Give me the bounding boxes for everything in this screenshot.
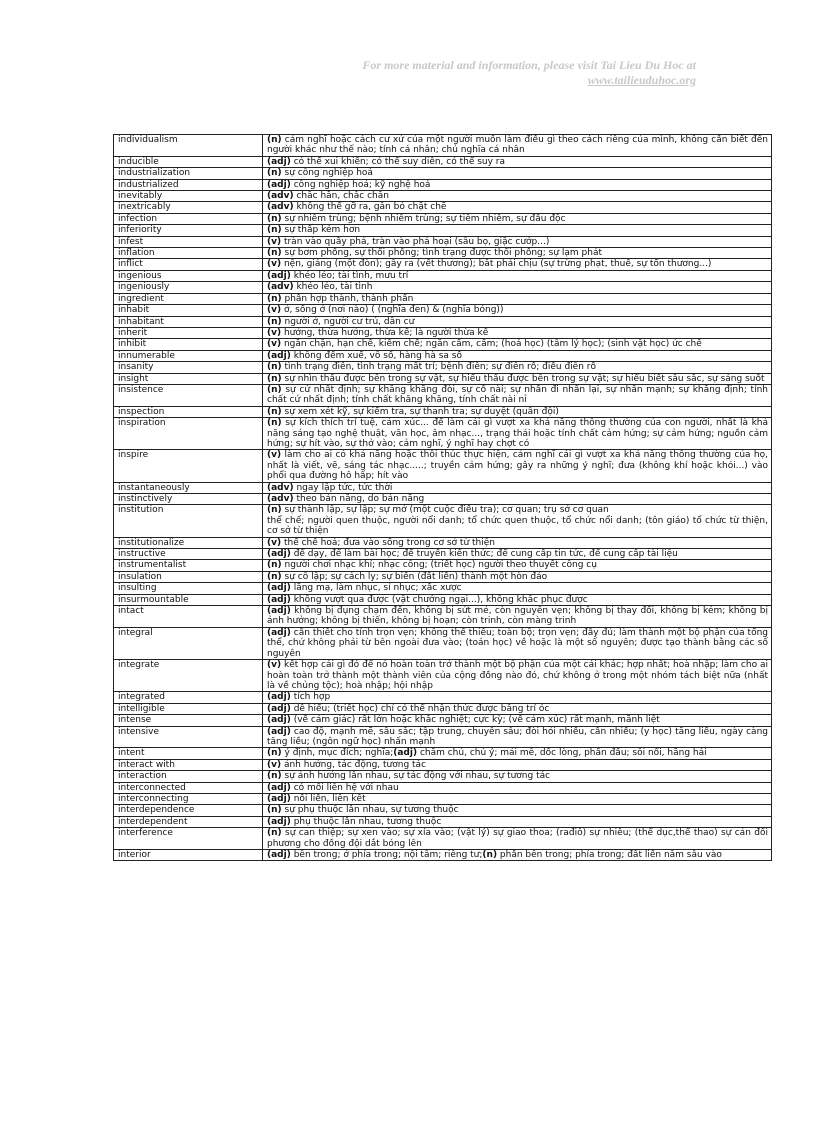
table-row <box>114 850 772 861</box>
vocab-definition <box>263 327 772 338</box>
vocab-word: individualism <box>114 135 263 157</box>
definition-text: tích hợp <box>290 692 331 703</box>
part-of-speech: (n) <box>267 828 282 839</box>
definition-text: sự công nghiệp hoá <box>281 168 373 179</box>
table-row <box>114 805 772 816</box>
vocab-definition <box>263 362 772 373</box>
vocab-definition <box>263 759 772 770</box>
table-row <box>114 339 772 350</box>
part-of-speech: (n) <box>267 168 282 179</box>
definition-text: có mối liên hệ với nhau <box>290 782 399 793</box>
table-row <box>114 236 772 247</box>
vocab-definition <box>263 259 772 270</box>
part-of-speech: (v) <box>267 537 282 548</box>
part-of-speech: (n) <box>267 316 282 327</box>
part-of-speech: (n) <box>267 406 282 417</box>
definition-text: chăm chú, chú ý; mải mê, dốc lòng, phấn đấu; sôi nổi, hăng hái <box>417 748 707 759</box>
table-row <box>114 537 772 548</box>
vocab-word: ingeniously <box>114 282 263 293</box>
vocab-definition <box>263 373 772 384</box>
table-row <box>114 450 772 482</box>
vocab-word: inferiority <box>114 225 263 236</box>
definition-text: ý định, mục đích; nghĩa; <box>281 748 394 759</box>
vocab-definition <box>263 571 772 582</box>
vocab-word: insistence <box>114 384 263 406</box>
table-row <box>114 168 772 179</box>
part-of-speech: (adj) <box>267 627 291 638</box>
vocab-definition <box>263 384 772 406</box>
table-row <box>114 816 772 827</box>
definition-text: ảnh hưởng, tác động, tương tác <box>281 759 427 770</box>
table-row <box>114 350 772 361</box>
table-row <box>114 179 772 190</box>
table-row <box>114 248 772 259</box>
vocab-definition <box>263 282 772 293</box>
part-of-speech: (v) <box>267 660 282 671</box>
vocab-word: industrialization <box>114 168 263 179</box>
definition-text: bên trong; ở phía trong; nội tâm; riêng tư; <box>290 850 483 860</box>
vocab-word: insanity <box>114 362 263 373</box>
table-row <box>114 660 772 692</box>
part-of-speech: (adj) <box>267 156 291 167</box>
table-row <box>114 759 772 770</box>
table-row <box>114 156 772 167</box>
vocab-word: inspiration <box>114 418 263 450</box>
vocab-word: interference <box>114 828 263 850</box>
definition-text: tình trạng điên, tình trạng mất trí; bệnh điên; sự điên rồ; điều điên rồ <box>281 362 596 373</box>
table-row <box>114 384 772 406</box>
vocab-definition <box>263 450 772 482</box>
part-of-speech: (adj) <box>267 350 291 361</box>
vocab-word: insulation <box>114 571 263 582</box>
header-notice: For more material and information, please visit Tai Lieu Du Hoc at <box>362 58 696 72</box>
page-header <box>362 58 696 88</box>
definition-text: cảm nghĩ hoặc cách cư xử của một người muốn làm điều gì theo cách riêng của mình, không cần biết đến người khác như thế nào; tính cá nhân; chủ nghĩa cá nhân <box>267 135 768 156</box>
definition-text: không bị đụng chạm đến, không bị sứt mẻ, còn nguyên vẹn; không bị thay đổi, không bị kém; không bị ảnh hưởng; không bị thiến, không bị hoạn; còn trinh, còn màng trinh <box>267 606 768 627</box>
table-row <box>114 771 772 782</box>
definition-text: sự nhiễm trùng; bệnh nhiễm trùng; sự tiêm nhiễm, sự đầu độc <box>281 213 566 224</box>
vocab-definition <box>263 156 772 167</box>
vocab-word: interconnected <box>114 782 263 793</box>
vocab-word: innumerable <box>114 350 263 361</box>
definition-text: sự thấp kém hơn <box>281 225 361 236</box>
definition-text: sự cứ nhất định; sự khăng khăng đòi, sự cố nài; sự nhấn đi nhấn lại, sự nhấn mạnh; sự khẳng định; tính chất cứ nhất định; tính chất khăng khăng, tính chất nài nỉ <box>267 384 768 406</box>
part-of-speech: (n) <box>267 418 282 429</box>
part-of-speech: (n) <box>267 771 282 782</box>
vocab-definition <box>263 537 772 548</box>
definition-text: lăng mạ, làm nhục, sỉ nhục; xấc xược <box>290 583 462 594</box>
part-of-speech: (adj) <box>267 793 291 804</box>
vocab-definition <box>263 805 772 816</box>
part-of-speech: (n) <box>267 248 282 259</box>
definition-text: có thể xui khiến; có thể suy diễn, có thể suy ra <box>290 156 506 167</box>
vocab-definition <box>263 305 772 316</box>
definition-text: thể chế hoá; đưa vào sống trong cơ sở từ thiện <box>281 537 495 548</box>
vocab-word: inspire <box>114 450 263 482</box>
vocab-word: institution <box>114 505 263 537</box>
vocab-definition <box>263 583 772 594</box>
part-of-speech: (n) <box>267 213 282 224</box>
vocab-definition <box>263 225 772 236</box>
vocab-word: interdependence <box>114 805 263 816</box>
part-of-speech: (adj) <box>267 715 291 726</box>
definition-text: để dạy, để làm bài học; để truyền kiến thức; để cung cấp tin tức, để cung cấp tài liệu <box>290 549 678 560</box>
definition-text: làm cho ai có khả năng hoặc thôi thúc thực hiện, cảm nghĩ cái gì vượt xa khả năng thông thường của họ, nhất là viết, vẽ, sáng tác nhạc.....; truyền cảm hứng; gây ra những ý nghĩ; đưa (không khí hoặc khói...) vào phổi qua đường hô hấp; hít vào <box>267 450 768 482</box>
vocab-definition <box>263 560 772 571</box>
vocab-definition <box>263 270 772 281</box>
part-of-speech: (adj) <box>267 606 291 617</box>
vocab-definition <box>263 202 772 213</box>
part-of-speech: (adj) <box>267 703 291 714</box>
vocab-definition <box>263 505 772 537</box>
vocabulary-table-body <box>114 135 772 861</box>
vocab-definition <box>263 793 772 804</box>
part-of-speech: (n) <box>267 225 282 236</box>
part-of-speech: (adj) <box>267 816 291 827</box>
vocab-definition <box>263 606 772 628</box>
table-row <box>114 748 772 759</box>
part-of-speech: (n) <box>267 505 282 516</box>
part-of-speech: (adj) <box>267 549 291 560</box>
part-of-speech: (n) <box>267 135 282 145</box>
table-row <box>114 703 772 714</box>
definition-text: sự phụ thuộc lẫn nhau, sự tương thuộc <box>281 805 459 816</box>
part-of-speech: (adj) <box>267 594 291 605</box>
vocab-definition <box>263 248 772 259</box>
vocab-word: instinctively <box>114 494 263 505</box>
table-row <box>114 793 772 804</box>
vocab-definition <box>263 236 772 247</box>
vocab-word: intense <box>114 715 263 726</box>
vocab-definition <box>263 406 772 417</box>
vocab-definition <box>263 168 772 179</box>
table-row <box>114 715 772 726</box>
vocab-word: inhabit <box>114 305 263 316</box>
vocab-definition <box>263 816 772 827</box>
definition-text: sự thành lập, sự lập; sự mở (một cuộc điều tra); cơ quan; trụ sở cơ quan thể chế; người quen thuộc, người nổi danh; tổ chức quen thuộc, tổ chức nổi danh; (tôn giáo) tổ chức từ thiện, cơ sở từ thiện <box>267 505 768 537</box>
definition-text: không đếm xuể, vô số, hàng hà sa số <box>290 350 463 361</box>
vocab-definition <box>263 293 772 304</box>
vocab-definition <box>263 316 772 327</box>
table-row <box>114 406 772 417</box>
vocab-word: insight <box>114 373 263 384</box>
table-row <box>114 135 772 157</box>
definition-text: không vượt qua được (vật chướng ngại...), không khắc phục được <box>290 594 588 605</box>
table-row <box>114 191 772 202</box>
vocab-word: inflation <box>114 248 263 259</box>
definition-text: cao độ, mạnh mẽ, sâu sắc; tập trung, chuyên sâu; đòi hỏi nhiều, cần nhiều; (y học) tăng liều, ngày càng tăng liều; (ngôn ngữ học) nhấn mạnh <box>267 726 768 747</box>
definition-text: ngăn chặn, hạn chế, kiềm chế; ngăn cấm, cấm; (hoá học) (tâm lý học); (sinh vật học) ức chế <box>281 339 702 350</box>
part-of-speech: (adj) <box>267 270 291 281</box>
part-of-speech: (n) <box>267 571 282 582</box>
table-row <box>114 305 772 316</box>
vocab-definition <box>263 748 772 759</box>
definition-text: tràn vào quấy phá, tràn vào phá hoại (sâu bọ, giặc cướp...) <box>281 236 550 247</box>
definition-text: công nghiệp hoá; kỹ nghệ hoá <box>290 179 431 190</box>
definition-text: nện, giáng (một đòn); gây ra (vết thương); bắt phải chịu (sự trừng phạt, thuế, sự tổn thương...) <box>281 259 712 270</box>
part-of-speech: (n) <box>267 560 282 571</box>
definition-text: người ở, người cư trú, dân cư <box>281 316 415 327</box>
definition-text: nối liền, liên kết <box>290 793 366 804</box>
table-row <box>114 270 772 281</box>
definition-text: sự kích thích trí tuệ, cảm xúc... để làm cái gì vượt xa khả năng thông thường của con người, nhất là khả năng sáng tạo nghệ thuật, văn học, âm nhạc..., trạng thái hoặc tính chất cảm hứng; sự cảm hứng; nguồn cảm hứng; sự hít vào, sự thở vào; cảm nghĩ, ý nghĩ hay chợt có <box>267 418 768 449</box>
vocab-definition <box>263 350 772 361</box>
part-of-speech: (adj) <box>267 782 291 793</box>
table-row <box>114 726 772 748</box>
table-row <box>114 606 772 628</box>
vocab-word: interior <box>114 850 263 861</box>
part-of-speech: (adv) <box>267 482 294 493</box>
vocab-word: interaction <box>114 771 263 782</box>
part-of-speech: (n) <box>267 384 282 395</box>
definition-text: cần thiết cho tính trọn vẹn; không thể thiếu; toàn bộ; trọn vẹn; đầy đủ; làm thành một bộ phận của tổng thể, chứ không phải từ bên ngoài đưa vào; (toán học) về hoặc là một số nguyên; được tạo thành bằng các số nguyên <box>267 627 768 659</box>
vocab-definition <box>263 660 772 692</box>
vocab-word: ingenious <box>114 270 263 281</box>
table-row <box>114 327 772 338</box>
table-row <box>114 482 772 493</box>
table-row <box>114 571 772 582</box>
vocab-definition <box>263 627 772 659</box>
table-row <box>114 560 772 571</box>
vocab-word: industrialized <box>114 179 263 190</box>
vocab-word: intelligible <box>114 703 263 714</box>
vocab-word: inhibit <box>114 339 263 350</box>
part-of-speech: (adj) <box>267 583 291 594</box>
part-of-speech: (adv) <box>267 494 294 504</box>
vocab-definition <box>263 703 772 714</box>
vocab-word: instrumentalist <box>114 560 263 571</box>
vocab-word: inspection <box>114 406 263 417</box>
vocab-word: inevitably <box>114 191 263 202</box>
table-row <box>114 225 772 236</box>
part-of-speech: (v) <box>267 259 282 270</box>
vocab-definition <box>263 418 772 450</box>
part-of-speech: (adj) <box>267 692 291 703</box>
table-row <box>114 316 772 327</box>
part-of-speech: (v) <box>267 339 282 350</box>
vocab-word: inhabitant <box>114 316 263 327</box>
part-of-speech: (v) <box>267 450 282 461</box>
part-of-speech: (n) <box>267 805 282 816</box>
vocab-word: intent <box>114 748 263 759</box>
part-of-speech: (n) <box>482 850 498 860</box>
definition-text: theo bản năng, do bản năng <box>293 494 425 504</box>
definition-text: sự nhìn thấu được bên trong sự vật, sự hiểu thấu được bên trong sự vật; sự hiểu biết sâu sắc, sự sáng suốt <box>281 373 765 384</box>
table-row <box>114 627 772 659</box>
part-of-speech: (n) <box>267 362 282 373</box>
vocab-definition <box>263 135 772 157</box>
table-row <box>114 594 772 605</box>
vocab-definition <box>263 339 772 350</box>
vocab-definition <box>263 594 772 605</box>
vocab-definition <box>263 494 772 505</box>
vocab-word: interdependent <box>114 816 263 827</box>
definition-text: phần bên trong; phía trong; đất liền nằm sâu vào <box>497 850 722 860</box>
part-of-speech: (v) <box>267 305 282 316</box>
vocab-word: integral <box>114 627 263 659</box>
vocab-definition <box>263 191 772 202</box>
part-of-speech: (adv) <box>267 202 294 213</box>
vocab-definition <box>263 482 772 493</box>
vocab-word: inextricably <box>114 202 263 213</box>
table-row <box>114 202 772 213</box>
vocab-word: insulting <box>114 583 263 594</box>
table-row <box>114 362 772 373</box>
table-row <box>114 583 772 594</box>
vocab-word: instantaneously <box>114 482 263 493</box>
part-of-speech: (n) <box>267 748 282 759</box>
definition-text: hưởng, thừa hưởng, thừa kế; là người thừa kế <box>281 327 489 338</box>
vocab-word: intensive <box>114 726 263 748</box>
definition-text: sự xem xét kỹ, sự kiểm tra, sự thanh tra; sự duyệt (quân đội) <box>281 406 559 417</box>
vocab-word: infest <box>114 236 263 247</box>
definition-text: ở, sống ở (nơi nào) ( (nghĩa đen) & (nghĩa bóng)) <box>281 305 504 316</box>
header-url-link[interactable]: www.tailieuduhoc.org <box>587 73 696 87</box>
part-of-speech: (v) <box>267 236 282 247</box>
vocab-word: inducible <box>114 156 263 167</box>
vocab-definition <box>263 782 772 793</box>
part-of-speech: (n) <box>267 293 282 304</box>
table-row <box>114 494 772 505</box>
vocab-word: infection <box>114 213 263 224</box>
table-row <box>114 282 772 293</box>
part-of-speech: (adv) <box>267 191 294 202</box>
vocab-word: institutionalize <box>114 537 263 548</box>
vocab-definition <box>263 549 772 560</box>
part-of-speech: (n) <box>267 373 282 384</box>
vocab-word: interact with <box>114 759 263 770</box>
table-row <box>114 782 772 793</box>
definition-text: sự cô lập; sự cách ly; sự biến (đất liền) thành một hòn đảo <box>281 571 548 582</box>
definition-text: khéo léo, tài tình <box>293 282 373 293</box>
vocab-word: interconnecting <box>114 793 263 804</box>
part-of-speech: (v) <box>267 759 282 770</box>
definition-text: người chơi nhạc khí; nhạc công; (triết học) người theo thuyết công cụ <box>281 560 597 571</box>
vocab-definition <box>263 692 772 703</box>
vocab-definition <box>263 179 772 190</box>
table-row <box>114 373 772 384</box>
definition-text: sự bơm phồng, sự thổi phồng; tình trạng được thổi phồng; sự lạm phát <box>281 248 602 259</box>
vocab-word: inflict <box>114 259 263 270</box>
definition-text: chắc hẳn, chắc chắn <box>293 191 389 202</box>
vocab-definition <box>263 828 772 850</box>
table-row <box>114 828 772 850</box>
definition-text: sự ảnh hưởng lẫn nhau, sự tác động với nhau, sự tương tác <box>281 771 551 782</box>
vocab-word: intact <box>114 606 263 628</box>
table-row <box>114 505 772 537</box>
part-of-speech: (v) <box>267 327 282 338</box>
definition-text: ngay lập tức, tức thời <box>293 482 393 493</box>
definition-text: không thể gỡ ra, gắn bó chặt chẽ <box>293 202 447 213</box>
vocab-definition <box>263 213 772 224</box>
vocab-definition <box>263 771 772 782</box>
definition-text: dễ hiểu; (triết học) chỉ có thể nhận thức được bằng trí óc <box>290 703 550 714</box>
vocab-word: instructive <box>114 549 263 560</box>
table-row <box>114 549 772 560</box>
vocab-definition <box>263 726 772 748</box>
table-row <box>114 692 772 703</box>
table-row <box>114 213 772 224</box>
definition-text: sự can thiệp; sự xen vào; sự xía vào; (vật lý) sự giao thoa; (rađiô) sự nhiễu; (thể dục,thể thao) sự cản đối phương cho đồng đội dắt bóng lên <box>267 828 768 849</box>
part-of-speech: (adj) <box>393 748 418 759</box>
definition-text: phụ thuộc lẫn nhau, tương thuộc <box>290 816 442 827</box>
table-row <box>114 259 772 270</box>
part-of-speech: (adj) <box>267 179 291 190</box>
vocab-word: inherit <box>114 327 263 338</box>
part-of-speech: (adj) <box>267 726 291 737</box>
vocab-definition <box>263 715 772 726</box>
definition-text: (về cảm giác) rất lớn hoặc khắc nghiệt; cực kỳ; (về cảm xúc) rất mạnh, mãnh liệt <box>290 715 660 726</box>
vocab-word: insurmountable <box>114 594 263 605</box>
definition-text: khéo léo; tài tình, mưu trí <box>290 270 409 281</box>
definition-text: phần hợp thành, thành phần <box>281 293 414 304</box>
vocab-word: ingredient <box>114 293 263 304</box>
vocabulary-table <box>113 134 772 861</box>
vocab-definition <box>263 850 772 861</box>
vocab-word: integrate <box>114 660 263 692</box>
part-of-speech: (adv) <box>267 282 294 293</box>
table-row <box>114 418 772 450</box>
part-of-speech: (adj) <box>267 850 291 860</box>
definition-text: kết hợp cái gì đó để nó hoàn toàn trở thành một bộ phận của một cái khác; hợp nhất; hoà nhập; làm cho ai hoàn toàn trở thành một thành viên của cộng đồng nào đó, chứ không ở trong một nhóm tách biệt nữa (nhất là về chủng tộc); hoà nhập; hội nhập <box>267 660 768 691</box>
table-row <box>114 293 772 304</box>
vocab-word: integrated <box>114 692 263 703</box>
